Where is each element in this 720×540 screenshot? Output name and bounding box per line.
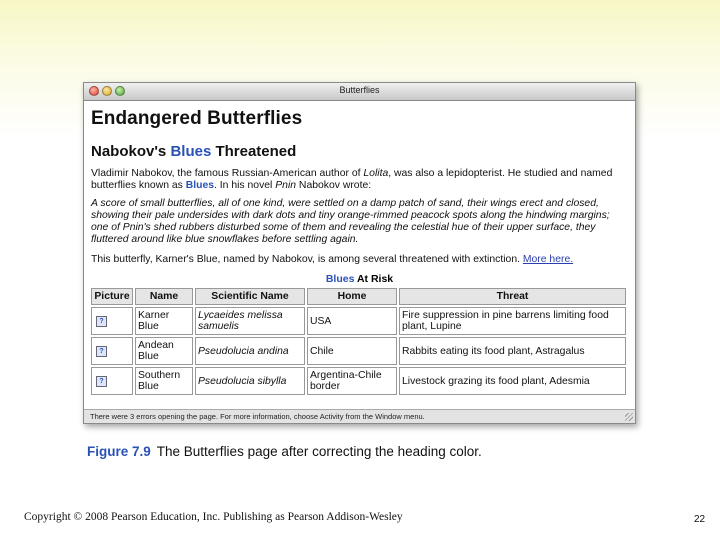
picture-cell	[91, 337, 133, 365]
table-caption	[91, 273, 628, 285]
home-cell: Chile	[307, 337, 397, 365]
intro-part2: , was also a lepidopterist. He studied and named butterflies known as	[91, 168, 613, 191]
intro-part4: Nabokov wrote:	[296, 180, 372, 191]
intro-blues: Blues	[185, 180, 215, 191]
scientific-name-cell	[195, 367, 305, 395]
missing-image-icon[interactable]: ?	[96, 376, 107, 387]
table-caption-blues: Blues	[325, 273, 355, 285]
intro-lolita: Lolita	[363, 168, 389, 179]
name-cell: Karner Blue	[135, 307, 193, 335]
more-here-link[interactable]: More here.	[522, 254, 574, 265]
scientific-name: Pseudolucia andina	[198, 345, 289, 357]
browser-window	[83, 82, 636, 424]
header-home: Home	[307, 288, 397, 305]
missing-image-icon[interactable]: ?	[96, 346, 107, 357]
intro-pnin: Pnin	[275, 180, 297, 191]
blues-at-risk-table	[89, 286, 628, 397]
header-name: Name	[135, 288, 193, 305]
nabokov-quote: A score of small butterflies, all of one kind, were settled on a damp patch of sand, their wings erect and closed, showing their pale undersides with dark dots and tiny orange-rimmed peacock spots along the hindwing margins; one of Pnin's shed rubbers disturbed some of them and revealing the celestial hue of their upper surface, they fluttered around like blue snowflakes before settling again.	[91, 198, 610, 245]
threat-cell: Rabbits eating its food plant, Astragalus	[399, 337, 626, 365]
status-bar: There were 3 errors opening the page. For more information, choose Activity from the Window menu.	[84, 409, 635, 423]
threat-cell: Livestock grazing its food plant, Adesmia	[399, 367, 626, 395]
header-scientific-name: Scientific Name	[195, 288, 305, 305]
subheading-prefix: Nabokov's	[91, 143, 171, 160]
copyright-footer: Copyright © 2008 Pearson Education, Inc. Publishing as Pearson Addison-Wesley	[24, 511, 403, 523]
table-row	[91, 307, 626, 335]
threat-cell: Fire suppression in pine barrens limiting food plant, Lupine	[399, 307, 626, 335]
table-header-row	[91, 288, 626, 305]
home-cell: USA	[307, 307, 397, 335]
page-heading: Endangered Butterflies	[91, 108, 303, 129]
threat-paragraph	[91, 254, 628, 266]
page-content	[84, 101, 635, 397]
title-bar	[84, 83, 635, 101]
figure-number: Figure 7.9	[87, 444, 151, 459]
scientific-name-cell	[195, 337, 305, 365]
page-subheading	[91, 143, 628, 160]
picture-cell	[91, 307, 133, 335]
scientific-name-cell	[195, 307, 305, 335]
table-row	[91, 337, 626, 365]
name-cell: Andean Blue	[135, 337, 193, 365]
table-caption-rest: At Risk	[354, 273, 394, 285]
missing-image-icon[interactable]: ?	[96, 316, 107, 327]
page-number: 22	[694, 514, 706, 525]
intro-part1: Vladimir Nabokov, the famous Russian-American author of	[91, 168, 364, 179]
resize-grip-icon[interactable]	[625, 413, 633, 421]
window-title: Butterflies	[339, 85, 380, 95]
home-cell: Argentina-Chile border	[307, 367, 397, 395]
intro-paragraph	[91, 168, 628, 192]
scientific-name: Pseudolucia sibylla	[198, 375, 287, 387]
name-cell: Southern Blue	[135, 367, 193, 395]
table-row	[91, 367, 626, 395]
subheading-suffix: Threatened	[211, 143, 297, 160]
figure-caption-text: The Butterflies page after correcting the heading color.	[156, 444, 482, 459]
intro-part3: . In his novel	[214, 180, 276, 191]
picture-cell	[91, 367, 133, 395]
figure-caption	[87, 444, 482, 459]
header-picture: Picture	[91, 288, 133, 305]
header-threat: Threat	[399, 288, 626, 305]
subheading-blues: Blues	[170, 143, 212, 160]
scientific-name: Lycaeides melissa samuelis	[198, 310, 283, 332]
threat-text: This butterfly, Karner's Blue, named by Nabokov, is among several threatened with extinction.	[91, 254, 523, 265]
